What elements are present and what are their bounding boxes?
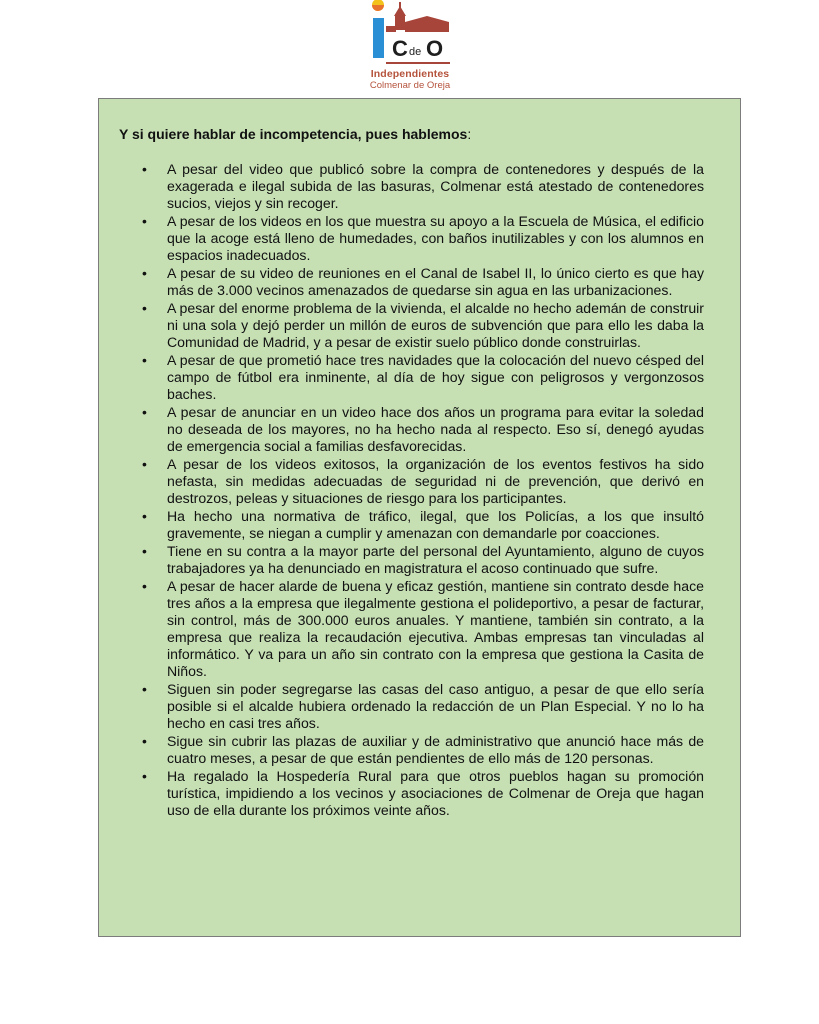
logo-blue-bar: [373, 18, 384, 58]
bullet-icon: •: [142, 508, 147, 524]
list-item: [142, 456, 704, 507]
list-item: [142, 352, 704, 403]
box-title-colon: :: [467, 126, 472, 142]
list-item: [142, 681, 704, 732]
box-title-text: Y si quiere hablar de incompetencia, pues hablemos: [119, 126, 468, 142]
bullet-list: [142, 161, 704, 820]
list-item-text: Siguen sin poder segregarse las casas del caso antiguo, a pesar de que ello sería posible si el alcalde hubiera ordenado la redacción de un Plan Especial. Y no lo ha hecho en casi tres años.: [167, 681, 704, 731]
bullet-icon: •: [142, 681, 147, 697]
list-item: [142, 768, 704, 819]
bullet-icon: •: [142, 578, 147, 594]
list-item-text: Sigue sin cubrir las plazas de auxiliar y de administrativo que anunció hace más de cuatro meses, a pesar de que están pendientes de ello más de 120 personas.: [167, 733, 704, 766]
bullet-icon: •: [142, 352, 147, 368]
list-item-text: A pesar del enorme problema de la vivienda, el alcalde no hecho ademán de construir ni una sola y dejó perder un millón de euros de subvención que para ello les daba la Comunidad de Madrid, y a pesar de existir suelo público donde construirlas.: [167, 300, 704, 350]
list-item-text: A pesar de los videos en los que muestra su apoyo a la Escuela de Música, el edificio que la acoge está lleno de humedades, con baños inutilizables y con los alumnos en espacios inadecuados.: [167, 213, 704, 263]
party-logo: [364, 0, 456, 94]
list-item: [142, 213, 704, 264]
list-item: [142, 508, 704, 542]
logo-letter-c: C: [392, 36, 408, 61]
list-item-text: A pesar del video que publicó sobre la compra de contenedores y después de la exagerada e ilegal subida de las basuras, Colmenar está atestado de contenedores sucios, viejos y sin recoger.: [167, 161, 704, 211]
logo-underline: [386, 62, 450, 64]
list-item: [142, 161, 704, 212]
bullet-icon: •: [142, 300, 147, 316]
list-item-text: A pesar de que prometió hace tres navidades que la colocación del nuevo césped del campo de fútbol era inminente, al día de hoy sigue con peligrosos y vergonzosos baches.: [167, 352, 704, 402]
list-item: [142, 543, 704, 577]
content-box: [98, 98, 741, 937]
list-item-text: A pesar de anunciar en un video hace dos años un programa para evitar la soledad no deseada de los mayores, no ha hecho nada al respecto. Eso sí, denegó ayudas de emergencia social a familias desfavorecidas.: [167, 404, 704, 454]
logo-name-line1: Independientes: [370, 68, 450, 80]
list-item: [142, 733, 704, 767]
bullet-icon: •: [142, 265, 147, 281]
logo-name-line2: Colmenar de Oreja: [369, 80, 451, 91]
logo-letters-de: de: [409, 46, 422, 58]
list-item-text: Ha regalado la Hospedería Rural para que otros pueblos hagan su promoción turística, impidiendo a los vecinos y asociaciones de Colmenar de Oreja que hagan uso de ella durante los próximos veinte años.: [167, 768, 704, 818]
logo-letter-o: O: [426, 36, 444, 61]
bullet-icon: •: [142, 543, 147, 559]
list-item-text: Tiene en su contra a la mayor parte del personal del Ayuntamiento, alguno de cuyos trabajadores ya ha denunciado en magistratura el acoso continuado que sufre.: [167, 543, 704, 576]
bullet-icon: •: [142, 404, 147, 420]
list-item: [142, 265, 704, 299]
list-item-text: A pesar de hacer alarde de buena y eficaz gestión, mantiene sin contrato desde hace tres años a la empresa que ilegalmente gestiona el polideportivo, a pesar de facturar, sin control, más de 300.000 euros anuales. Y mantiene, también sin contrato, a la empresa que realiza la recaudación ejecutiva. Ambas empresas tan vinculadas al informático. Y va para un año sin contrato con la empresa que gestiona la Casita de Niños.: [167, 578, 704, 679]
church-tower-icon: [386, 2, 449, 32]
list-item: [142, 578, 704, 680]
logo-orange-half: [372, 5, 384, 11]
list-item: [142, 404, 704, 455]
list-item-text: A pesar de su video de reuniones en el Canal de Isabel II, lo único cierto es que hay más de 3.000 vecinos amenazados de quedarse sin agua en las urbanizaciones.: [167, 265, 704, 298]
list-item: [142, 300, 704, 351]
list-item-text: A pesar de los videos exitosos, la organización de los eventos festivos ha sido nefasta, sin medidas adecuadas de seguridad ni de prevención, que derivó en destrozos, peleas y situaciones de riesgo para los participantes.: [167, 456, 704, 506]
bullet-icon: •: [142, 768, 147, 784]
box-title: [119, 126, 471, 143]
bullet-icon: •: [142, 456, 147, 472]
bullet-icon: •: [142, 213, 147, 229]
list-item-text: Ha hecho una normativa de tráfico, ilegal, que los Policías, a los que insultó gravemente, se niegan a cumplir y amenazan con demandarle por coacciones.: [167, 508, 704, 541]
bullet-icon: •: [142, 733, 147, 749]
bullet-icon: •: [142, 161, 147, 177]
